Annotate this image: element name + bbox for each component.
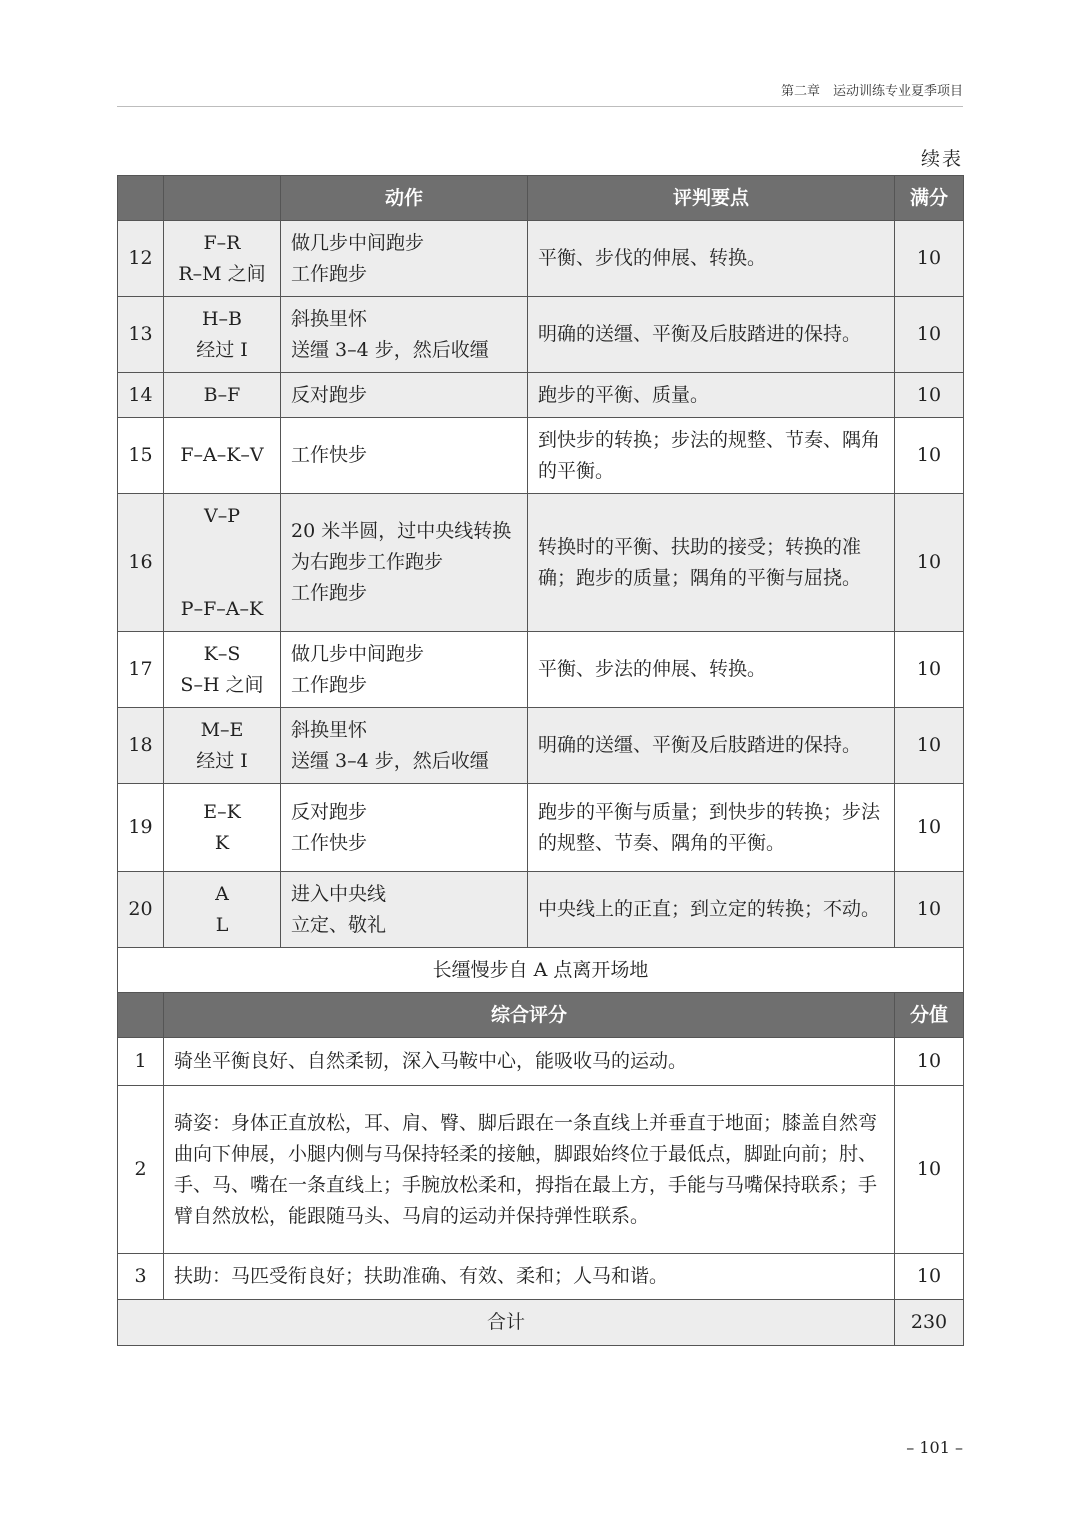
- max-score: 10: [895, 494, 964, 632]
- arena-position: F–A–K–V: [164, 418, 281, 494]
- scoring-table: [117, 175, 964, 1346]
- table-row: [118, 784, 964, 872]
- arena-position: B–F: [164, 373, 281, 418]
- judging-criteria: 转换时的平衡、扶助的接受；转换的准确；跑步的质量；隅角的平衡与屈挠。: [528, 494, 895, 632]
- row-number: 19: [118, 784, 164, 872]
- max-score: 10: [895, 784, 964, 872]
- total-row: [118, 1300, 964, 1346]
- arena-position: E–K K: [164, 784, 281, 872]
- judging-criteria: 跑步的平衡、质量。: [528, 373, 895, 418]
- overall-no-header: [118, 993, 164, 1038]
- max-score: 10: [895, 872, 964, 948]
- continued-label: 续表: [920, 148, 963, 170]
- overall-row: [118, 1038, 964, 1086]
- table-row: [118, 297, 964, 373]
- row-number: 16: [118, 494, 164, 632]
- overall-assessment-header: 综合评分: [164, 993, 895, 1038]
- exit-note: 长缰慢步自 A 点离开场地: [118, 948, 964, 993]
- movement: 工作快步: [281, 418, 528, 494]
- max-score: 10: [895, 373, 964, 418]
- max-score: 10: [895, 297, 964, 373]
- col-no-header: [118, 176, 164, 221]
- arena-position: K–S S–H 之间: [164, 632, 281, 708]
- table-row: [118, 632, 964, 708]
- row-number: 17: [118, 632, 164, 708]
- col-position-header: [164, 176, 281, 221]
- arena-position: F–R R–M 之间: [164, 221, 281, 297]
- judging-criteria: 平衡、步伐的伸展、转换。: [528, 221, 895, 297]
- table-row: [118, 708, 964, 784]
- overall-score: 10: [895, 1086, 964, 1254]
- judging-criteria: 跑步的平衡与质量；到快步的转换；步法的规整、节奏、隅角的平衡。: [528, 784, 895, 872]
- overall-number: 1: [118, 1038, 164, 1086]
- overall-criterion: 骑姿：身体正直放松，耳、肩、臀、脚后跟在一条直线上并垂直于地面；膝盖自然弯曲向下伸展，小腿内侧与马保持轻柔的接触，脚跟始终位于最低点，脚趾向前；肘、手、马、嘴在一条直线上；手腕放松柔和，拇指在最上方，手能与马嘴保持联系；手臂自然放松，能跟随马头、马肩的运动并保持弹性联系。: [164, 1086, 895, 1254]
- arena-position: V–P P–F–A–K: [164, 494, 281, 632]
- arena-position: A L: [164, 872, 281, 948]
- judging-criteria: 明确的送缰、平衡及后肢踏进的保持。: [528, 297, 895, 373]
- arena-position: H–B 经过 I: [164, 297, 281, 373]
- exit-note-row: [118, 948, 964, 993]
- movement: 斜换里怀 送缰 3–4 步，然后收缰: [281, 708, 528, 784]
- movement: 进入中央线 立定、敬礼: [281, 872, 528, 948]
- table-header-row: [118, 176, 964, 221]
- judging-criteria: 平衡、步法的伸展、转换。: [528, 632, 895, 708]
- row-number: 12: [118, 221, 164, 297]
- row-number: 14: [118, 373, 164, 418]
- movement: 做几步中间跑步 工作跑步: [281, 221, 528, 297]
- movement: 20 米半圆，过中央线转换为右跑步工作跑步 工作跑步: [281, 494, 528, 632]
- col-score-header: 满分: [895, 176, 964, 221]
- overall-score-header: 分值: [895, 993, 964, 1038]
- movement: 反对跑步: [281, 373, 528, 418]
- table-row: [118, 373, 964, 418]
- arena-position: M–E 经过 I: [164, 708, 281, 784]
- overall-number: 2: [118, 1086, 164, 1254]
- max-score: 10: [895, 418, 964, 494]
- page-number: – 101 –: [906, 1438, 963, 1457]
- table-row: [118, 872, 964, 948]
- movement: 反对跑步 工作快步: [281, 784, 528, 872]
- table-row: [118, 221, 964, 297]
- running-header: 第二章 运动训练专业夏季项目: [780, 84, 963, 99]
- header-rule: [117, 106, 963, 107]
- movement: 做几步中间跑步 工作跑步: [281, 632, 528, 708]
- row-number: 18: [118, 708, 164, 784]
- judging-criteria: 明确的送缰、平衡及后肢踏进的保持。: [528, 708, 895, 784]
- table-row: [118, 418, 964, 494]
- row-number: 20: [118, 872, 164, 948]
- movement: 斜换里怀 送缰 3–4 步，然后收缰: [281, 297, 528, 373]
- overall-row: [118, 1254, 964, 1300]
- col-action-header: 动作: [281, 176, 528, 221]
- overall-number: 3: [118, 1254, 164, 1300]
- max-score: 10: [895, 632, 964, 708]
- judging-criteria: 中央线上的正直；到立定的转换；不动。: [528, 872, 895, 948]
- overall-row: [118, 1086, 964, 1254]
- max-score: 10: [895, 221, 964, 297]
- overall-criterion: 骑坐平衡良好、自然柔韧，深入马鞍中心，能吸收马的运动。: [164, 1038, 895, 1086]
- overall-header-row: [118, 993, 964, 1038]
- table-row: [118, 494, 964, 632]
- col-criteria-header: 评判要点: [528, 176, 895, 221]
- judging-criteria: 到快步的转换；步法的规整、节奏、隅角的平衡。: [528, 418, 895, 494]
- row-number: 13: [118, 297, 164, 373]
- overall-criterion: 扶助：马匹受衔良好；扶助准确、有效、柔和；人马和谐。: [164, 1254, 895, 1300]
- overall-score: 10: [895, 1254, 964, 1300]
- overall-score: 10: [895, 1038, 964, 1086]
- max-score: 10: [895, 708, 964, 784]
- total-label: 合计: [118, 1300, 895, 1346]
- row-number: 15: [118, 418, 164, 494]
- total-value: 230: [895, 1300, 964, 1346]
